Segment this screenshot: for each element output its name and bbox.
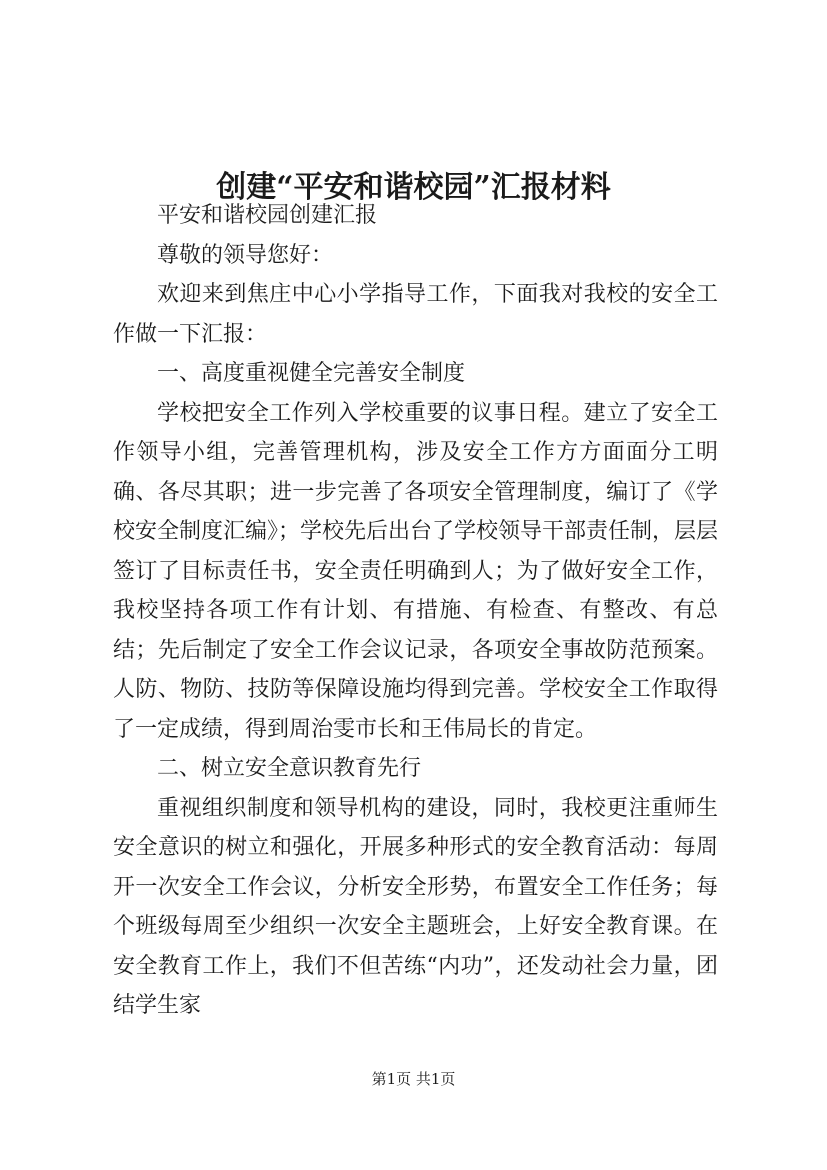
section-heading-2: 二、树立安全意识教育先行: [157, 756, 422, 781]
section-body-2: 重视组织制度和领导机构的建设，同时，我校更注重师生安全意识的树立和强化，开展多种形式的安全教育活动：每周开一次安全工作会议，分析安全形势，布置安全工作任务；每个班级每周至少组织一次安全主题班会，上好安全教育课。在安全教育工作上，我们不但苦练“内功”，还发动社会力量，团结学生家: [113, 795, 718, 1018]
greeting-paragraph: 尊敬的领导您好：: [157, 242, 334, 268]
subtitle-paragraph: 平安和谐校园创建汇报: [157, 203, 378, 228]
document-body: [113, 196, 718, 1026]
section-body-1: 学校把安全工作列入学校重要的议事日程。建立了安全工作领导小组，完善管理机构，涉及安全工作方方面面分工明确、各尽其职；进一步完善了各项安全管理制度，编订了《学校安全制度汇编》；学校先后出台了学校领导干部责任制，层层签订了目标责任书，安全责任明确到人；为了做好安全工作，我校坚持各项工作有计划、有措施、有检查、有整改、有总结；先后制定了安全工作会议记录，各项安全事故防范预案。人防、物防、技防等保障设施均得到完善。学校安全工作取得了一定成绩，得到周治雯市长和王伟局长的肯定。: [113, 400, 719, 742]
section-heading-1: 一、高度重视健全完善安全制度: [157, 361, 466, 386]
page-footer: 第1页 共1页: [371, 1070, 456, 1088]
intro-paragraph: 欢迎来到焦庄中心小学指导工作，下面我对我校的安全工作做一下汇报：: [113, 282, 718, 347]
document-title: 创建“平安和谐校园”汇报材料: [216, 170, 611, 206]
